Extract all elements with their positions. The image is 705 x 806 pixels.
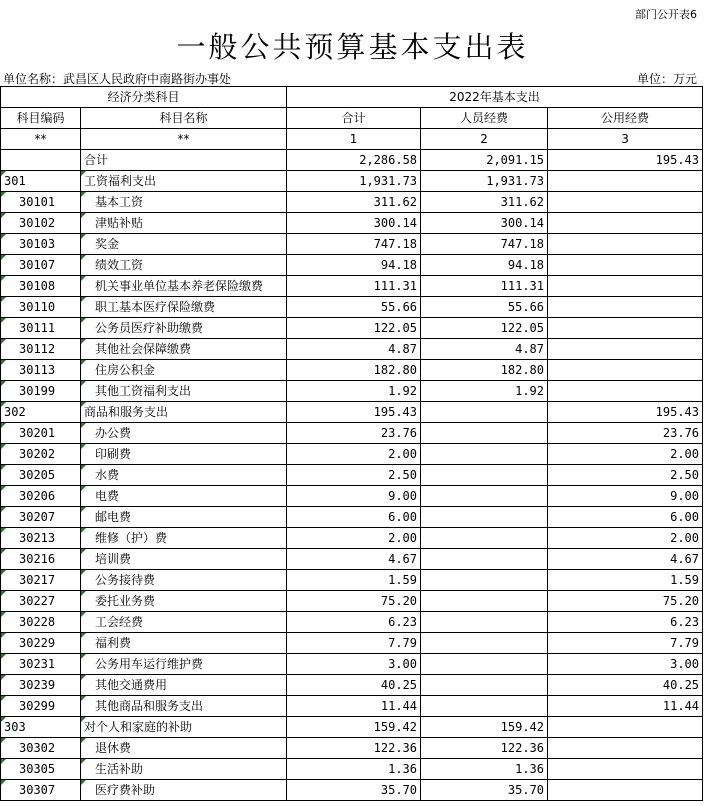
personnel-cell: 1.92 [421, 381, 548, 402]
code-cell: 30305 [1, 759, 81, 780]
code-cell: 30213 [1, 528, 81, 549]
table-row [1, 759, 703, 780]
header-code: 科目编码 [1, 108, 81, 129]
table-row [1, 213, 703, 234]
table-row [1, 528, 703, 549]
public-cell: 195.43 [548, 150, 703, 171]
header-name: 科目名称 [81, 108, 287, 129]
total-cell: 75.20 [287, 591, 421, 612]
name-cell: 公务接待费 [81, 570, 287, 591]
total-cell: 11.44 [287, 696, 421, 717]
public-cell [548, 297, 703, 318]
total-cell: 2.50 [287, 465, 421, 486]
personnel-cell [421, 402, 548, 423]
name-cell: 其他商品和服务支出 [81, 696, 287, 717]
table-row [1, 423, 703, 444]
public-cell: 2.50 [548, 465, 703, 486]
total-cell: 4.67 [287, 549, 421, 570]
header-personnel: 人员经费 [421, 108, 548, 129]
table-row [1, 192, 703, 213]
public-cell: 40.25 [548, 675, 703, 696]
public-cell: 7.79 [548, 633, 703, 654]
name-cell: 生活补助 [81, 759, 287, 780]
code-cell: 30227 [1, 591, 81, 612]
total-cell: 6.23 [287, 612, 421, 633]
name-cell: 维修（护）费 [81, 528, 287, 549]
name-cell: 津贴补贴 [81, 213, 287, 234]
header-public: 公用经费 [548, 108, 703, 129]
table-row [1, 696, 703, 717]
name-cell: 其他社会保障缴费 [81, 339, 287, 360]
code-cell: 30103 [1, 234, 81, 255]
name-cell: 商品和服务支出 [81, 402, 287, 423]
name-cell: 培训费 [81, 549, 287, 570]
total-cell: 300.14 [287, 213, 421, 234]
public-cell: 9.00 [548, 486, 703, 507]
public-cell [548, 717, 703, 738]
name-cell: 委托业务费 [81, 591, 287, 612]
code-cell: 30102 [1, 213, 81, 234]
code-cell [1, 150, 81, 171]
name-cell: 基本工资 [81, 192, 287, 213]
table-row [1, 381, 703, 402]
total-cell: 159.42 [287, 717, 421, 738]
name-cell: 办公费 [81, 423, 287, 444]
personnel-cell [421, 486, 548, 507]
personnel-cell [421, 570, 548, 591]
page-title: 一般公共预算基本支出表 [176, 30, 529, 64]
total-cell: 94.18 [287, 255, 421, 276]
personnel-cell [421, 591, 548, 612]
table-row [1, 339, 703, 360]
index-1: 1 [287, 129, 421, 150]
public-cell [548, 780, 703, 801]
total-cell: 122.05 [287, 318, 421, 339]
total-cell: 7.79 [287, 633, 421, 654]
personnel-cell: 300.14 [421, 213, 548, 234]
personnel-cell [421, 654, 548, 675]
public-cell [548, 360, 703, 381]
header-row-groups [1, 87, 703, 108]
code-cell: 30228 [1, 612, 81, 633]
total-cell: 23.76 [287, 423, 421, 444]
public-cell [548, 738, 703, 759]
personnel-cell [421, 549, 548, 570]
public-cell: 75.20 [548, 591, 703, 612]
personnel-cell: 55.66 [421, 297, 548, 318]
table-row [1, 276, 703, 297]
name-cell: 水费 [81, 465, 287, 486]
personnel-cell: 2,091.15 [421, 150, 548, 171]
public-cell: 2.00 [548, 444, 703, 465]
name-cell: 公务员医疗补助缴费 [81, 318, 287, 339]
total-cell: 6.00 [287, 507, 421, 528]
code-cell: 30202 [1, 444, 81, 465]
table-row [1, 654, 703, 675]
name-cell: 工会经费 [81, 612, 287, 633]
total-cell: 2.00 [287, 444, 421, 465]
table-row [1, 633, 703, 654]
header-row-index [1, 129, 703, 150]
personnel-cell [421, 528, 548, 549]
personnel-cell: 35.70 [421, 780, 548, 801]
public-cell: 23.76 [548, 423, 703, 444]
personnel-cell [421, 444, 548, 465]
table-row [1, 738, 703, 759]
personnel-cell: 182.80 [421, 360, 548, 381]
name-cell: 印刷费 [81, 444, 287, 465]
personnel-cell: 122.36 [421, 738, 548, 759]
name-cell: 奖金 [81, 234, 287, 255]
name-cell: 职工基本医疗保险缴费 [81, 297, 287, 318]
code-cell: 30299 [1, 696, 81, 717]
public-cell: 6.23 [548, 612, 703, 633]
table-row [1, 780, 703, 801]
personnel-cell: 94.18 [421, 255, 548, 276]
code-cell: 30110 [1, 297, 81, 318]
total-cell: 1.92 [287, 381, 421, 402]
personnel-cell: 159.42 [421, 717, 548, 738]
total-cell: 55.66 [287, 297, 421, 318]
table-row [1, 486, 703, 507]
name-cell: 机关事业单位基本养老保险缴费 [81, 276, 287, 297]
name-cell: 合计 [81, 150, 287, 171]
currency-unit-label: 单位：万元 [636, 72, 697, 86]
form-id-label: 部门公开表6 [635, 8, 697, 21]
personnel-cell [421, 633, 548, 654]
code-cell: 30112 [1, 339, 81, 360]
total-cell: 182.80 [287, 360, 421, 381]
table-row [1, 465, 703, 486]
personnel-cell: 747.18 [421, 234, 548, 255]
code-cell: 30206 [1, 486, 81, 507]
total-cell: 311.62 [287, 192, 421, 213]
code-cell: 30205 [1, 465, 81, 486]
table-row [1, 591, 703, 612]
personnel-cell: 1,931.73 [421, 171, 548, 192]
public-cell [548, 759, 703, 780]
name-cell: 其他交通费用 [81, 675, 287, 696]
total-cell: 1,931.73 [287, 171, 421, 192]
total-cell: 3.00 [287, 654, 421, 675]
personnel-cell [421, 675, 548, 696]
public-cell [548, 276, 703, 297]
total-cell: 195.43 [287, 402, 421, 423]
table-row [1, 150, 703, 171]
code-cell: 301 [1, 171, 81, 192]
public-cell [548, 192, 703, 213]
code-cell: 30239 [1, 675, 81, 696]
code-cell: 30229 [1, 633, 81, 654]
table-row [1, 171, 703, 192]
table-row [1, 255, 703, 276]
code-cell: 30201 [1, 423, 81, 444]
personnel-cell: 311.62 [421, 192, 548, 213]
code-cell: 30207 [1, 507, 81, 528]
code-cell: 30231 [1, 654, 81, 675]
total-cell: 4.87 [287, 339, 421, 360]
personnel-cell [421, 612, 548, 633]
personnel-cell [421, 423, 548, 444]
index-name: ** [81, 129, 287, 150]
public-cell [548, 339, 703, 360]
table-row [1, 717, 703, 738]
total-cell: 111.31 [287, 276, 421, 297]
code-cell: 30307 [1, 780, 81, 801]
public-cell [548, 213, 703, 234]
total-cell: 747.18 [287, 234, 421, 255]
code-cell: 30217 [1, 570, 81, 591]
name-cell: 住房公积金 [81, 360, 287, 381]
total-cell: 1.59 [287, 570, 421, 591]
code-cell: 30216 [1, 549, 81, 570]
code-cell: 303 [1, 717, 81, 738]
table-row [1, 570, 703, 591]
name-cell: 邮电费 [81, 507, 287, 528]
table-row [1, 549, 703, 570]
name-cell: 其他工资福利支出 [81, 381, 287, 402]
public-cell [548, 255, 703, 276]
public-cell [548, 381, 703, 402]
code-cell: 30108 [1, 276, 81, 297]
personnel-cell [421, 465, 548, 486]
personnel-cell [421, 507, 548, 528]
public-cell: 6.00 [548, 507, 703, 528]
personnel-cell: 111.31 [421, 276, 548, 297]
table-row [1, 297, 703, 318]
table-row [1, 360, 703, 381]
public-cell: 195.43 [548, 402, 703, 423]
public-cell: 4.67 [548, 549, 703, 570]
table-row [1, 507, 703, 528]
table-row [1, 612, 703, 633]
public-cell [548, 318, 703, 339]
header-row-columns [1, 108, 703, 129]
name-cell: 退休费 [81, 738, 287, 759]
total-cell: 122.36 [287, 738, 421, 759]
header-budget-year: 2022年基本支出 [287, 87, 703, 108]
code-cell: 30111 [1, 318, 81, 339]
budget-table [0, 86, 703, 801]
index-3: 3 [548, 129, 703, 150]
total-cell: 40.25 [287, 675, 421, 696]
unit-name-label: 单位名称：武昌区人民政府中南路街办事处 [3, 72, 232, 86]
header-econ-class: 经济分类科目 [1, 87, 287, 108]
name-cell: 绩效工资 [81, 255, 287, 276]
name-cell: 电费 [81, 486, 287, 507]
code-cell: 30101 [1, 192, 81, 213]
table-row [1, 234, 703, 255]
table-body [1, 150, 703, 801]
public-cell [548, 171, 703, 192]
table-row [1, 675, 703, 696]
code-cell: 30107 [1, 255, 81, 276]
public-cell: 3.00 [548, 654, 703, 675]
public-cell: 11.44 [548, 696, 703, 717]
name-cell: 公务用车运行维护费 [81, 654, 287, 675]
index-2: 2 [421, 129, 548, 150]
total-cell: 35.70 [287, 780, 421, 801]
name-cell: 福利费 [81, 633, 287, 654]
table-row [1, 444, 703, 465]
name-cell: 医疗费补助 [81, 780, 287, 801]
name-cell: 工资福利支出 [81, 171, 287, 192]
public-cell [548, 234, 703, 255]
personnel-cell [421, 696, 548, 717]
table-row [1, 318, 703, 339]
table-row [1, 402, 703, 423]
header-total: 合计 [287, 108, 421, 129]
personnel-cell: 1.36 [421, 759, 548, 780]
personnel-cell: 4.87 [421, 339, 548, 360]
code-cell: 30199 [1, 381, 81, 402]
code-cell: 30113 [1, 360, 81, 381]
personnel-cell: 122.05 [421, 318, 548, 339]
total-cell: 9.00 [287, 486, 421, 507]
total-cell: 2,286.58 [287, 150, 421, 171]
code-cell: 302 [1, 402, 81, 423]
total-cell: 1.36 [287, 759, 421, 780]
name-cell: 对个人和家庭的补助 [81, 717, 287, 738]
index-code: ** [1, 129, 81, 150]
code-cell: 30302 [1, 738, 81, 759]
public-cell: 2.00 [548, 528, 703, 549]
total-cell: 2.00 [287, 528, 421, 549]
public-cell: 1.59 [548, 570, 703, 591]
